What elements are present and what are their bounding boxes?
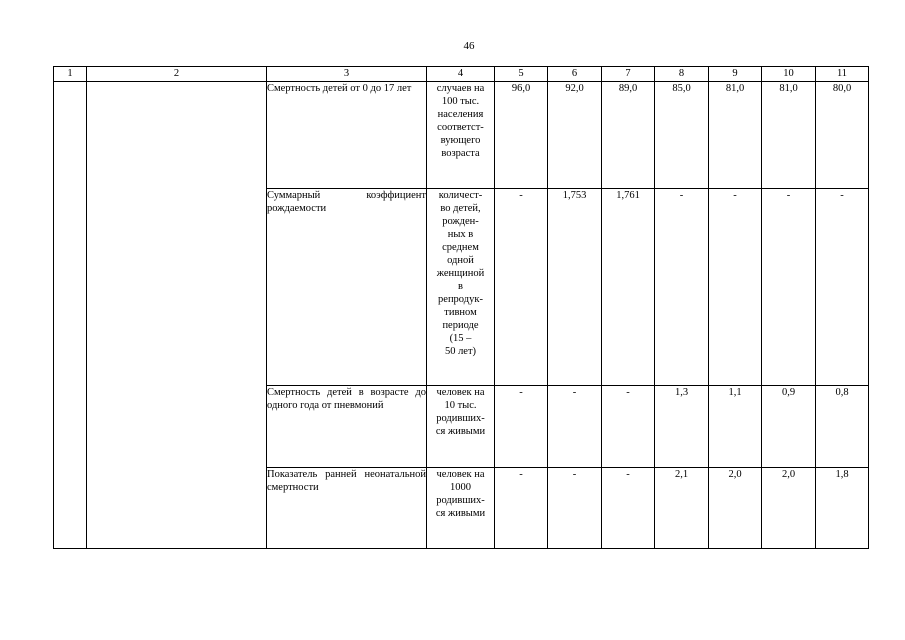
- unit-line: человек на: [436, 387, 485, 398]
- unit-line: 10 тыс.: [444, 400, 477, 411]
- unit-line: ных в: [447, 229, 474, 240]
- unit-line: среднем: [442, 242, 479, 253]
- value-cell: -: [495, 468, 548, 549]
- indicators-table: [53, 66, 869, 549]
- value-cell: 2,1: [655, 468, 709, 549]
- unit-line: репродук-: [438, 294, 483, 305]
- unit-line: населения: [437, 109, 484, 120]
- unit-cell: [427, 82, 495, 189]
- unit-line: человек на: [436, 469, 485, 480]
- value-cell: -: [602, 386, 655, 468]
- value-cell: 96,0: [495, 82, 548, 189]
- unit-line: в: [458, 281, 463, 292]
- column-number: 5: [495, 67, 548, 82]
- value-cell: 1,753: [548, 189, 602, 386]
- value-cell: -: [709, 189, 762, 386]
- unit-line: периоде: [442, 320, 479, 331]
- value-cell: -: [495, 189, 548, 386]
- unit-line: родивших-: [436, 495, 485, 506]
- unit-line: 1000: [450, 482, 471, 493]
- unit-line: одной: [447, 255, 474, 266]
- page-number: 46: [463, 40, 475, 52]
- value-cell: 2,0: [762, 468, 816, 549]
- unit-line: тивном: [444, 307, 477, 318]
- unit-line: случаев на: [436, 83, 485, 94]
- unit-line: ся живыми: [435, 508, 486, 519]
- value-cell: -: [495, 386, 548, 468]
- unit-line: ся живыми: [435, 426, 486, 437]
- column-number: 2: [87, 67, 267, 82]
- unit-line: рожден-: [442, 216, 479, 227]
- value-cell: 81,0: [709, 82, 762, 189]
- column-number: 9: [709, 67, 762, 82]
- unit-cell: [427, 386, 495, 468]
- value-cell: 85,0: [655, 82, 709, 189]
- value-cell: 92,0: [548, 82, 602, 189]
- unit-line: количест-: [438, 190, 483, 201]
- indicator-name: Показатель ранней неонатальной смертности: [267, 468, 427, 549]
- value-cell: -: [548, 386, 602, 468]
- value-cell: -: [602, 468, 655, 549]
- column-number-row: [54, 67, 869, 82]
- column-number: 4: [427, 67, 495, 82]
- value-cell: 2,0: [709, 468, 762, 549]
- indicator-name: Суммарный коэффициент рождаемости: [267, 189, 427, 386]
- unit-cell: [427, 468, 495, 549]
- table-row: [54, 82, 869, 189]
- column-number: 11: [816, 67, 869, 82]
- indicator-name: Смертность детей от 0 до 17 лет: [267, 82, 427, 189]
- value-cell: 1,3: [655, 386, 709, 468]
- unit-line: во детей,: [440, 203, 481, 214]
- cell-col2-empty: [87, 82, 267, 549]
- value-cell: -: [762, 189, 816, 386]
- column-number: 8: [655, 67, 709, 82]
- column-number: 1: [54, 67, 87, 82]
- unit-line: женщиной: [436, 268, 485, 279]
- value-cell: 1,1: [709, 386, 762, 468]
- unit-line: возраста: [441, 148, 480, 159]
- value-cell: 0,9: [762, 386, 816, 468]
- unit-line: родивших-: [436, 413, 485, 424]
- value-cell: 89,0: [602, 82, 655, 189]
- unit-line: соответст-: [437, 122, 484, 133]
- cell-col1-empty: [54, 82, 87, 549]
- unit-line: 100 тыс.: [441, 96, 480, 107]
- unit-line: (15 –: [449, 333, 472, 344]
- value-cell: 81,0: [762, 82, 816, 189]
- value-cell: 1,761: [602, 189, 655, 386]
- value-cell: 0,8: [816, 386, 869, 468]
- unit-cell: [427, 189, 495, 386]
- column-number: 7: [602, 67, 655, 82]
- indicator-name: Смертность детей в возрасте до одного года от пневмоний: [267, 386, 427, 468]
- column-number: 10: [762, 67, 816, 82]
- value-cell: 1,8: [816, 468, 869, 549]
- value-cell: -: [548, 468, 602, 549]
- value-cell: -: [655, 189, 709, 386]
- column-number: 3: [267, 67, 427, 82]
- column-number: 6: [548, 67, 602, 82]
- unit-line: 50 лет): [444, 346, 477, 357]
- unit-line: вующего: [440, 135, 481, 146]
- value-cell: -: [816, 189, 869, 386]
- value-cell: 80,0: [816, 82, 869, 189]
